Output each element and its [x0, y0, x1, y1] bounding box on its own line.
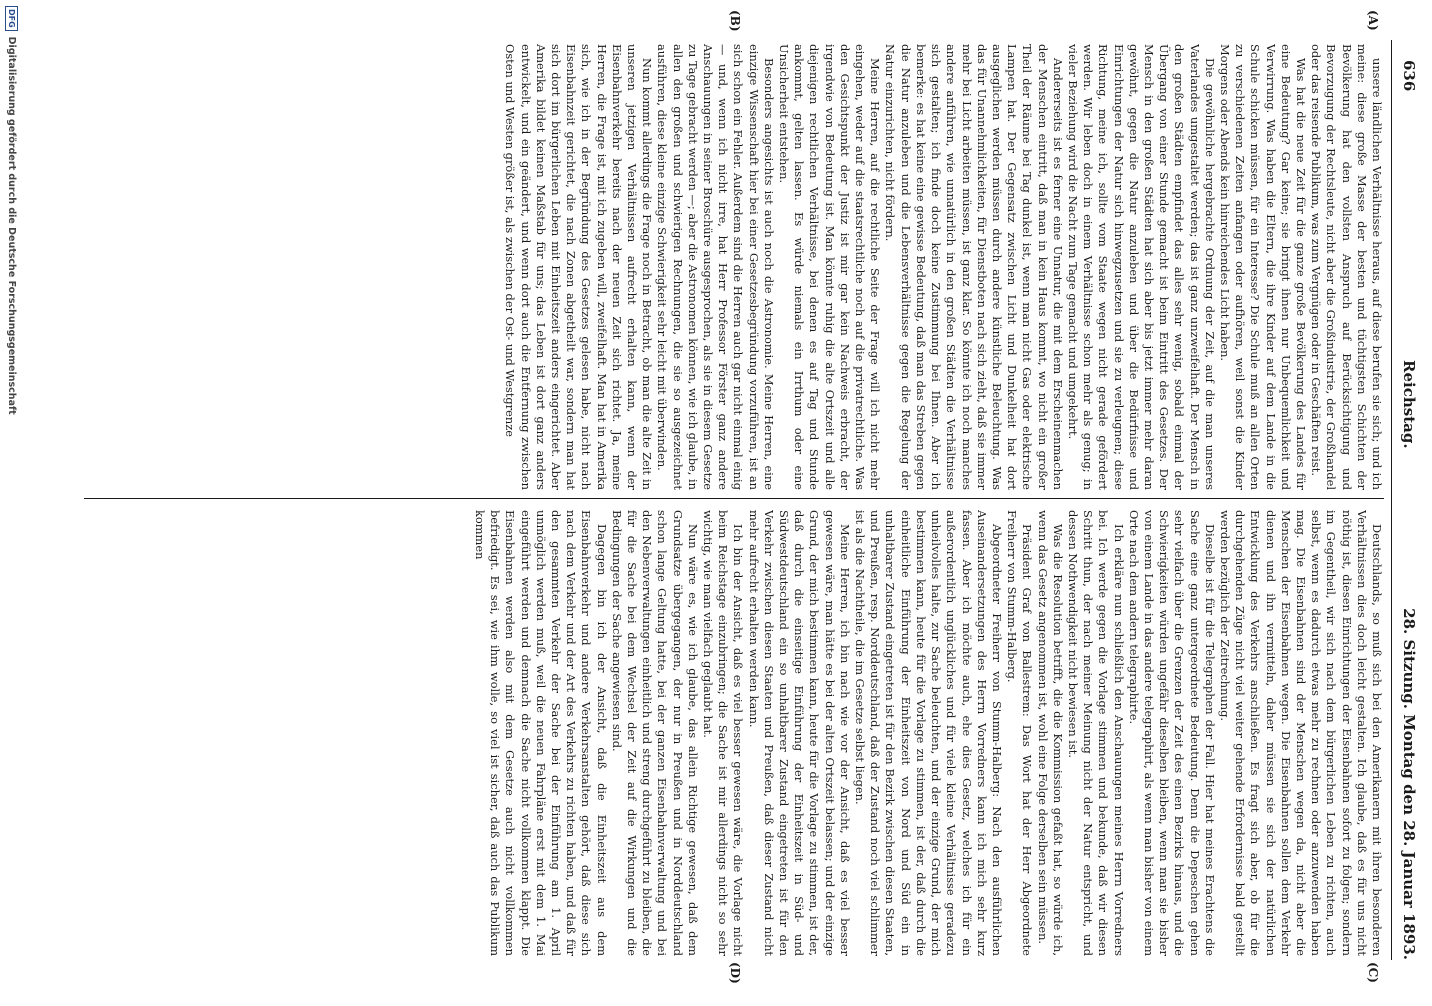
paragraph: Besonders angesichts ist auch noch die Astronomie. Meine Herren, eine einzige Wissenschaft hier bei einer Gesetzesbegründung vorzuführen, ist an sich schon ein Fehler. Außerdem sind die Herren auch gar nicht einmal einig — und, wenn ich nicht irre, hat Herr Professor Förster ganz andere Anschauungen in seiner Broschüre ausgesprochen, als sie in diesem Gesetze zu Tage gebracht werden —; aber die Astronomen können, wie ich glaube, in allen den großen und schwierigen Rechnungen, die sie so ausgezeichnet ausführen, diese kleine einzige Schwierigkeit sehr leicht mit überwinden.	[655, 44, 776, 490]
page-number: 636	[1400, 60, 1418, 92]
paragraph: Andererseits ist es ferner eine Unnatur, die mit dem Erscheinenmachen der Menschen eintritt, daß man in kein Haus kommt, wo nicht ein großer Theil der Räume bei Tag dunkel ist, wenn man nicht Gas oder elektrische Lampen hat. Der Gegensatz zwischen Licht und Dunkelheit hat dort ausgeglichen werden müssen durch andere künstliche Beleuchtung. Was das für Unannehmlichkeiten, für Dienstboten nach sich zieht, daß sie immer mehr bei Licht arbeiten müssen, ist ganz klar. So könnte ich noch manches andere anführen, wie unnatürlich in den großen Städten die Verhältnisse sich gestalten; ich finde doch keine Zustimmung bei Ihnen. Aber ich bemerke: es hat keine eine gewisse Bedeutung, daß man das Streben gegen die Natur anzuleben und die Lebensverhältnisse gegen die Regelung der Natur einzurichten, nicht fördern.	[883, 44, 1065, 490]
paragraph: Was hat die neue Zeit für die ganze große Bevölkerung des Landes für eine Bedeutung? Gar keine; sie bringt ihnen nur Unbequemlichkeit und Verwirrung. Was haben die Eltern, die ihre Kinder auf dem Lande in die Schule schicken müssen, für ein Interesse? Die Schule muß an allen Orten zu verschiedenen Zeiten anfangen oder aufhören, weil sonst die Kinder Morgens oder Abends kein hinreichendes Licht haben.	[1217, 44, 1308, 490]
right-text-column	[64, 510, 1384, 956]
paragraph: Ich erkläre nun schließlich den Anschauungen meines Herrn Vorredners bei. Ich werde gegen die Vorlage stimmen und bekunde, daß wir diesen Schritt thun, der nach meiner Meinung nicht der Natur entspricht, und dessen Nothwendigkeit nicht bewiesen ist.	[1065, 510, 1126, 956]
paragraph: Ich bin der Ansicht, daß es viel besser gewesen wäre, die Vorlage nicht beim Reichstage einzubringen; die Sache ist mir allerdings nicht so sehr wichtig, wie man vielfach geglaubt hat.	[701, 510, 746, 956]
left-text-column	[64, 44, 1384, 490]
paragraph: Meine Herren, auf die rechtliche Seite der Frage will ich nicht mehr eingehen, weder auf die staatsrechtliche noch auf die privatrechtliche. Was den Gesichtspunkt der Justiz ist mir gar kein Nachweis erbracht, der irgendwie von Bedeutung ist. Man könnte ruhig die alte Ortszeit und alle diejenigen rechtlichen Verhältnisse, bei denen es auf Tag und Stunde ankommt, gelten lassen. Es würde niemals ein Irrthum oder eine Unsicherheit entstehen.	[777, 44, 883, 490]
margin-marker-b: (B)	[728, 10, 742, 32]
header-rule	[1391, 40, 1392, 960]
digitization-credit	[0, 0, 24, 1006]
margin-marker-d: (D)	[728, 962, 742, 984]
paragraph: Dieselbe ist für die Telegraphen der Fall. Hier hat meines Erachtens die Sache eine ganz untergeordnete Bedeutung. Denn die Depeschen gehen sehr vielfach über die Grenzen der Zeit des einen Bezirks hinaus, und die Schwierigkeiten würden ungefähr dieselben bleiben, wenn man sie bisher von einem Lande in das andere telegraphirt, als wenn man bisher von einem Orte nach dem andern telegraphirte.	[1126, 510, 1217, 956]
running-header	[1396, 60, 1418, 960]
margin-marker-a: (A)	[1366, 10, 1380, 31]
paragraph: unsere ländlichen Verhältnisse heraus, auf diese berufen sie sich; und ich meine: diese große Masse der besten und tüchtigsten Schichten der Bevölkerung hat den vollsten Anspruch auf Berücksichtigung und Bevorzugung der Rechtsleute, nicht aber die Großindustrie, der Großhandel oder das reisende Publikum, was zum Vergnügen oder in Geschäften reist.	[1309, 44, 1384, 490]
dfg-logo: DFG	[6, 6, 19, 31]
paragraph: Deutschlands, so muß sich bei den Amerikanern mit ihren besonderen Verhältnissen dies doch leicht gestalten. Ich glaube, daß es für uns nicht nöthig ist, diesen Einrichtungen der Eisenbahnen sofort zu folgen; sondern im Gegentheil, wir sich nach dem bürgerlichen Leben zu richten, auch selbst, wenn es dadurch etwas mehr zu rechnen oder anzuwenden haben mag. Die Eisenbahnen sind der Menschen wegen da, nicht aber die Menschen der Eisenbahnen wegen. Die Eisenbahnen sollen dem Verkehr dienen und ihn vermitteln, daher müssen sie sich der natürlichen Entwicklung des Verkehrs anschließen. Es fragt sich aber, ob für die durchgehenden Züge nicht viel weiter gehende Erfordernisse bald gestellt werden bezüglich der Zeitrechnung.	[1217, 510, 1384, 956]
paragraph: Die gewöhnliche hergebrachte Ordnung der Zeit, auf die man unseres Vaterlandes umgestaltet werden; das ist ganz unzweifelhaft. Der Mensch in den großen Städten empfindet das alles sehr wenig, sobald einmal der Übergang von einer Stunde gemacht ist beim Eintritt des Gesetzes. Der Mensch in den großen Städten hat sich aber bis jetzt immer mehr daran gewöhnt, gegen die Natur anzuleben und über die Bedürfnisse und Einrichtungen der Natur sich hinwegzusetzen und sie zu verleugnen; diese Richtung, meine ich, sollte vom Staate wegen nicht gerade gefördert werden. Wir leben doch in einem Verhältnisse schon mehr als genug; in vieler Beziehung wird die Nacht zum Tage gemacht und umgekehrt.	[1065, 44, 1217, 490]
session-date: 28. Sitzung. Montag den 28. Januar 1893.	[1400, 608, 1418, 960]
paragraph: Meine Herren, ich bin nach wie vor der Ansicht, daß es viel besser gewesen wäre, man hätte es bei der alten Ortszeit belassen; und der einzige Grund, der mich bestimmen kann, heute für die Vorlage zu stimmen, ist der, daß durch die einseitige Einführung der Einheitszeit in Süd- und Südwestdeutschland ein so unhaltbarer Zustand eingetreten ist für den Verkehr zwischen diesen Staaten und Preußen, daß dieser Zustand nicht mehr aufrecht erhalten werden kann.	[746, 510, 852, 956]
paragraph: Was die Resolution betrifft, die die Kommission gefaßt hat, so würde ich, wenn das Gesetz angenommen ist, wohl eine Folge derselben sein müssen.	[1035, 510, 1065, 956]
margin-marker-c: (C)	[1366, 962, 1380, 983]
paragraph: Nun kommt allerdings die Frage noch in Betracht, ob man die alte Zeit in unseren jetzigen Verhältnissen aufrecht erhalten kann, wenn der Eisenbahnverkehr bereits nach der neuen Zeit sich richtet. Ja, meine Herren, die Frage ist, mit ich zugeben will, zweifelhaft. Man hat in Amerika sich, wie ich in der Begründung des Gesetzes gelesen habe, nicht nach Eisenbahnzeit gerichtet, die nach Zonen abgetheilt war, sondern man hat sich dort im bürgerlichen Leben mit Einheitszeit anders eingerichtet. Aber Amerika bildet keinen Maßstab für uns; das Leben ist dort ganz anders entwickelt, und ein geändert, und wenn dort auch die Entfernung zwischen Osten und Westen größer ist, als zwischen der Ost- und Westgrenze	[503, 44, 655, 490]
speaker-paragraph: Präsident Graf von Ballestrem: Das Wort hat der Herr Abgeordnete Freiherr von Stumm-Halberg.	[1005, 510, 1035, 956]
paragraph: Dagegen bin ich der Ansicht, daß die Einheitszeit aus dem Eisenbahnverkehr und andere Verkehrsanstalten gehört, daß diese sich nach dem Verkehr und der Art des Verkehrs zu richten haben, und daß für den gesammten Verkehr der Sache bei der Einführung am 1. April unmöglich werden muß, weil die neuen Fahrpläne erst mit dem 1. Mai eingeführt werden und demnach die Sache nicht vollkommen klappt. Die Eisenbahnen werden also mit dem Gesetze auch nicht vollkommen befriedigt. Es sei, wie ihm wolle, so viel ist sicher, daß auch das Publikum kommen	[473, 510, 609, 956]
paragraph: Nun wäre es, wie ich glaube, das allein Richtige gewesen, daß dem Grundsatze übergegangen, der nur in Preußen und in Norddeutschland schon lange Geltung hatte, bei der ganzen Eisenbahnverwaltung und bei den Nebenverwaltungen einheitlich und streng durchgeführt zu bleiben, die für die Sache bei dem Wechsel der Zeit auf die Wirkungen und die Bedingungen der Sache angewiesen sind.	[609, 510, 700, 956]
publication-title: Reichstag.	[1400, 360, 1418, 449]
column-divider	[84, 498, 1384, 499]
speaker-paragraph: Abgeordneter Freiherr von Stumm-Halberg: Nach den ausführlichen Auseinandersetzungen des Herrn Vorredners kann ich mich sehr kurz fassen. Aber ich möchte auch, ehe dies Gesetz, welches ich für ein außerordentlich unglückliches und für viele kleine Verhältnisse geradezu unheilvolles halte, zur Sache beleuchten, und der einzige Grund, der mich bestimmen kann, heute für die Vorlage zu stimmen, ist der, daß durch die einheitliche Einführung der Einheitszeit von Nord und Süd ein in unhaltbarer Zustand eingetreten ist für den Bezirk zwischen diesen Staaten, und Preußen, resp. Norddeutschland, daß der Zustand noch viel schlimmer ist als die Nachtheile, die im Gesetze selbst liegen.	[853, 510, 1004, 956]
credit-text: Digitalisierung gefördert durch die Deutsche Forschungsgemeinschaft	[6, 36, 18, 415]
